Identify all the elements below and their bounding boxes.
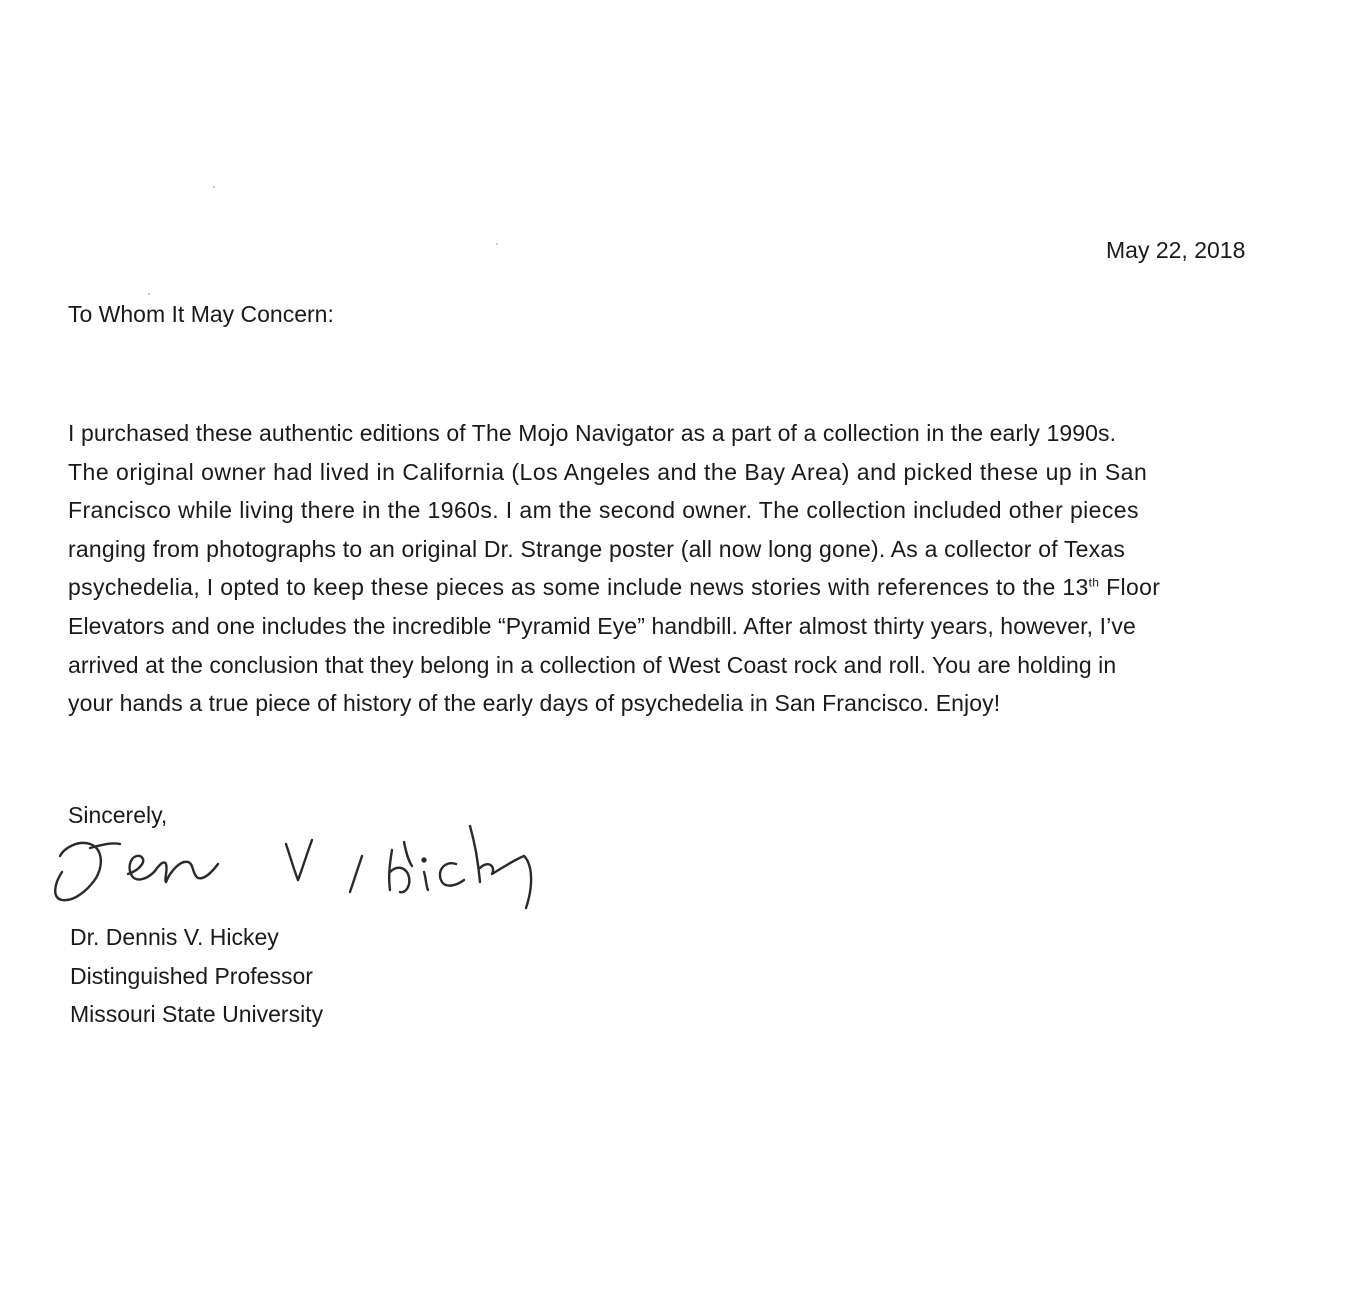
signer-title: Distinguished Professor	[70, 962, 313, 989]
scan-speck	[496, 243, 498, 245]
body-line: Elevators and one includes the incredible “Pyramid Eye” handbill. After almost thirty years, however, I’ve	[68, 612, 1136, 639]
salutation: To Whom It May Concern:	[68, 301, 334, 327]
superscript-th: th	[1088, 575, 1100, 590]
scan-speck	[213, 186, 215, 188]
signature-block	[70, 918, 323, 1034]
body-line: arrived at the conclusion that they belong in a collection of West Coast rock and roll. You are holding in	[68, 651, 1117, 678]
body-line: I purchased these authentic editions of The Mojo Navigator as a part of a collection in the early 1990s.	[68, 420, 1117, 446]
handwritten-signature	[40, 800, 550, 920]
letter-body	[68, 414, 1308, 723]
signer-institution: Missouri State University	[70, 1001, 324, 1027]
letter-date: May 22, 2018	[1106, 237, 1246, 263]
body-line: ranging from photographs to an original Dr. Strange poster (all now long gone). As a collector of Texas	[68, 535, 1126, 562]
body-line-text: Floor	[1099, 574, 1161, 601]
body-line	[68, 568, 1308, 607]
body-line-text: psychedelia, I opted to keep these pieces as some include news stories with references to the 13	[68, 574, 1089, 601]
body-line: Francisco while living there in the 1960s. I am the second owner. The collection included other pieces	[68, 497, 1139, 524]
signer-name: Dr. Dennis V. Hickey	[70, 924, 279, 950]
body-line: The original owner had lived in California (Los Angeles and the Bay Area) and picked these up in San	[68, 458, 1148, 485]
body-line: your hands a true piece of history of the early days of psychedelia in San Francisco. Enjoy!	[68, 690, 1001, 717]
scan-speck	[148, 293, 150, 295]
closing: Sincerely,	[68, 802, 168, 828]
